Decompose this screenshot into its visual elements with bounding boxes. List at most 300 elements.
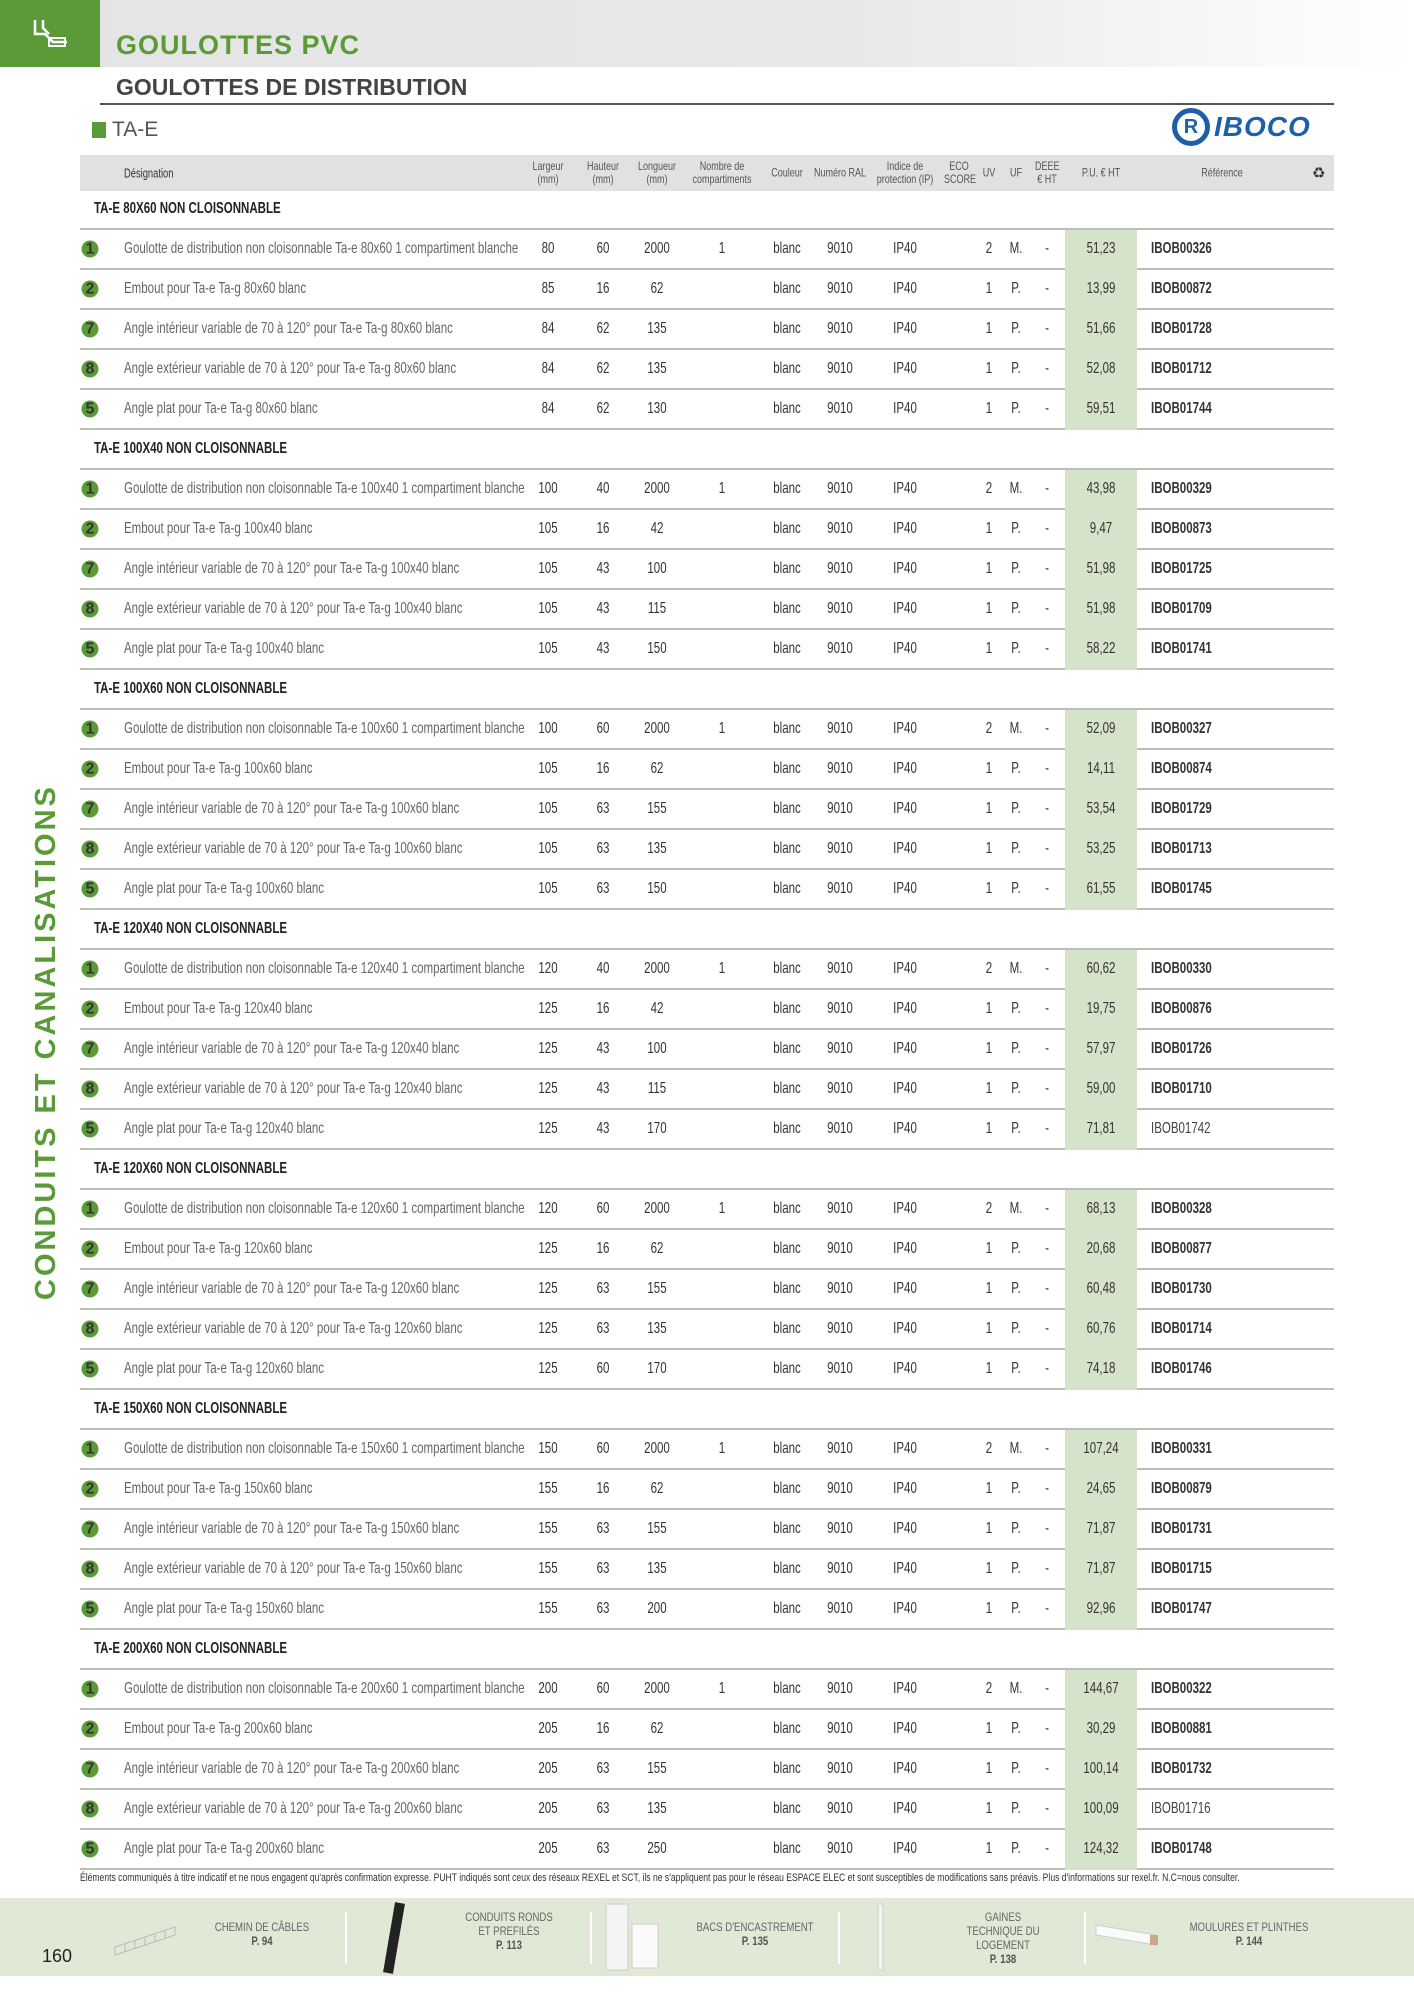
cell-uv: 1: [985, 840, 993, 857]
cell-uv: 2: [985, 1440, 993, 1457]
cell-deee: -: [1045, 640, 1049, 657]
cell-deee: -: [1045, 1280, 1049, 1297]
cell-uv: 1: [985, 1040, 993, 1057]
cell-reference[interactable]: IBOB00326: [1151, 240, 1212, 257]
cell-deee: -: [1045, 720, 1049, 737]
cell-reference[interactable]: IBOB00872: [1151, 280, 1212, 297]
cell-reference[interactable]: IBOB01748: [1151, 1840, 1212, 1857]
table-row: [80, 230, 1334, 270]
cell-uf: P.: [1011, 1320, 1021, 1337]
title-divider: [100, 103, 1334, 105]
cell-deee: -: [1045, 1560, 1049, 1577]
cell-reference[interactable]: IBOB01731: [1151, 1520, 1212, 1537]
cell-largeur: 84: [541, 400, 555, 417]
cell-uv: 1: [985, 1720, 993, 1737]
cell-hauteur: 63: [596, 840, 610, 857]
diagram-number-badge: 8: [82, 361, 99, 378]
cell-longueur: 135: [647, 1320, 667, 1337]
cell-pu: 53,54: [1086, 800, 1116, 817]
cell-uv: 1: [985, 1080, 993, 1097]
col-ip: Indice de protection (IP): [876, 159, 934, 186]
cell-reference[interactable]: IBOB01741: [1151, 640, 1212, 657]
cell-pu: 51,98: [1086, 600, 1116, 617]
table-row: [80, 790, 1334, 830]
designation: Angle plat pour Ta-e Ta-g 200x60 blanc: [124, 1840, 325, 1857]
designation: Angle extérieur variable de 70 à 120° pour Ta-e Ta-g 150x60 blanc: [124, 1560, 463, 1577]
cell-uf: P.: [1011, 800, 1021, 817]
cell-ip: IP40: [893, 760, 917, 777]
moulding-thumb-icon: [1094, 1898, 1164, 1976]
cell-pu: 58,22: [1086, 640, 1116, 657]
designation: Goulotte de distribution non cloisonnable Ta-e 80x60 1 compartiment blanche: [124, 240, 519, 257]
cell-pu: 68,13: [1086, 1200, 1116, 1217]
table-row: [80, 710, 1334, 750]
cell-ip: IP40: [893, 840, 917, 857]
cell-uv: 1: [985, 520, 993, 537]
cell-ral: 9010: [827, 1680, 853, 1697]
col-ral: Numéro RAL: [813, 165, 867, 180]
cell-longueur: 100: [647, 1040, 667, 1057]
designation: Angle intérieur variable de 70 à 120° pour Ta-e Ta-g 100x40 blanc: [124, 560, 460, 577]
cell-reference[interactable]: IBOB01732: [1151, 1760, 1212, 1777]
cell-reference[interactable]: IBOB00331: [1151, 1440, 1212, 1457]
table-header: [80, 155, 1334, 191]
cell-reference[interactable]: IBOB01713: [1151, 840, 1212, 857]
cell-uv: 1: [985, 1800, 993, 1817]
cell-pu: 60,62: [1086, 960, 1116, 977]
cell-uf: P.: [1011, 600, 1021, 617]
diagram-number-badge: 2: [82, 1481, 99, 1498]
cell-longueur: 100: [647, 560, 667, 577]
cell-couleur: blanc: [773, 1280, 801, 1297]
page-number: 160: [42, 1946, 73, 1966]
cell-couleur: blanc: [773, 800, 801, 817]
cell-ral: 9010: [827, 320, 853, 337]
cell-ip: IP40: [893, 360, 917, 377]
cell-largeur: 125: [538, 1240, 558, 1257]
cell-reference[interactable]: IBOB00881: [1151, 1720, 1212, 1737]
table-row: [80, 870, 1334, 910]
cell-couleur: blanc: [773, 1760, 801, 1777]
cell-longueur: 155: [647, 1760, 667, 1777]
cell-hauteur: 63: [596, 880, 610, 897]
cell-largeur: 85: [541, 280, 555, 297]
cell-deee: -: [1045, 760, 1049, 777]
designation: Goulotte de distribution non cloisonnable Ta-e 100x40 1 compartiment blanche: [124, 480, 525, 497]
diagram-number-badge: 8: [82, 1081, 99, 1098]
cell-largeur: 120: [538, 1200, 558, 1217]
cell-deee: -: [1045, 1760, 1049, 1777]
designation: Angle plat pour Ta-e Ta-g 120x40 blanc: [124, 1120, 325, 1137]
designation: Embout pour Ta-e Ta-g 120x40 blanc: [124, 1000, 313, 1017]
cell-uf: P.: [1011, 1480, 1021, 1497]
cell-reference[interactable]: IBOB00877: [1151, 1240, 1212, 1257]
cell-ip: IP40: [893, 640, 917, 657]
cell-reference[interactable]: IBOB01712: [1151, 360, 1212, 377]
diagram-number-badge: 5: [82, 1841, 99, 1858]
table-row: [80, 550, 1334, 590]
cell-pu: 92,96: [1086, 1600, 1116, 1617]
cell-longueur: 42: [650, 520, 664, 537]
cell-reference[interactable]: IBOB01716: [1151, 1800, 1211, 1817]
cell-couleur: blanc: [773, 720, 801, 737]
cell-longueur: 2000: [644, 480, 670, 497]
cell-reference[interactable]: IBOB00330: [1151, 960, 1212, 977]
cell-reference[interactable]: IBOB00327: [1151, 720, 1212, 737]
cell-reference[interactable]: IBOB01726: [1151, 1040, 1212, 1057]
cell-uf: P.: [1011, 880, 1021, 897]
cell-couleur: blanc: [773, 320, 801, 337]
cell-deee: -: [1045, 360, 1049, 377]
cell-uv: 1: [985, 640, 993, 657]
cell-couleur: blanc: [773, 1800, 801, 1817]
cell-pu: 53,25: [1086, 840, 1116, 857]
cell-largeur: 105: [538, 840, 558, 857]
cell-longueur: 115: [647, 600, 667, 617]
cell-pu: 100,14: [1083, 1760, 1119, 1777]
cell-largeur: 105: [538, 640, 558, 657]
section-title: TA-E 100X40 NON CLOISONNABLE: [94, 440, 288, 457]
diagram-number-badge: 1: [82, 721, 99, 738]
cell-deee: -: [1045, 1840, 1049, 1857]
designation: Embout pour Ta-e Ta-g 120x60 blanc: [124, 1240, 313, 1257]
table-row: [80, 590, 1334, 630]
cell-uv: 1: [985, 360, 993, 377]
cell-ral: 9010: [827, 1520, 853, 1537]
table-row: [80, 1110, 1334, 1150]
table-row: [80, 1430, 1334, 1470]
cell-reference[interactable]: IBOB00873: [1151, 520, 1212, 537]
designation: Goulotte de distribution non cloisonnable Ta-e 200x60 1 compartiment blanche: [124, 1680, 525, 1697]
designation: Angle extérieur variable de 70 à 120° pour Ta-e Ta-g 80x60 blanc: [124, 360, 457, 377]
cell-couleur: blanc: [773, 840, 801, 857]
footer-link-1[interactable]: CONDUITS RONDS ET PREFILÉS P. 113: [465, 1910, 553, 1952]
cell-reference[interactable]: IBOB00322: [1151, 1680, 1212, 1697]
cell-longueur: 135: [647, 840, 667, 857]
cell-uf: P.: [1011, 1080, 1021, 1097]
cell-reference[interactable]: IBOB01742: [1151, 1120, 1211, 1137]
cell-ip: IP40: [893, 1560, 917, 1577]
cell-reference[interactable]: IBOB01725: [1151, 560, 1212, 577]
footer-link-3[interactable]: GAINES TECHNIQUE DU LOGEMENT P. 138: [966, 1910, 1040, 1966]
table-row: [80, 1190, 1334, 1230]
cell-ip: IP40: [893, 560, 917, 577]
cell-uf: P.: [1011, 1560, 1021, 1577]
cell-reference[interactable]: IBOB01715: [1151, 1560, 1212, 1577]
cell-deee: -: [1045, 1720, 1049, 1737]
cell-deee: -: [1045, 240, 1049, 257]
cell-couleur: blanc: [773, 280, 801, 297]
cell-reference[interactable]: IBOB00874: [1151, 760, 1212, 777]
table-row: [80, 310, 1334, 350]
cell-hauteur: 43: [596, 600, 610, 617]
cell-longueur: 155: [647, 1280, 667, 1297]
table-row: [80, 1470, 1334, 1510]
designation: Angle extérieur variable de 70 à 120° pour Ta-e Ta-g 120x60 blanc: [124, 1320, 463, 1337]
cell-deee: -: [1045, 1480, 1049, 1497]
cell-reference[interactable]: IBOB01747: [1151, 1600, 1212, 1617]
cell-ip: IP40: [893, 1480, 917, 1497]
cell-nb: 1: [718, 1440, 726, 1457]
diagram-number-badge: 7: [82, 1521, 99, 1538]
cell-ip: IP40: [893, 880, 917, 897]
cell-nb: 1: [718, 480, 726, 497]
cell-ral: 9010: [827, 1360, 853, 1377]
diagram-number-badge: 1: [82, 481, 99, 498]
cell-uf: P.: [1011, 1840, 1021, 1857]
designation: Angle extérieur variable de 70 à 120° pour Ta-e Ta-g 100x40 blanc: [124, 600, 463, 617]
product-range-label: TA-E: [112, 118, 159, 141]
cell-hauteur: 63: [596, 1760, 610, 1777]
cell-couleur: blanc: [773, 1000, 801, 1017]
cell-pu: 61,55: [1086, 880, 1116, 897]
cell-largeur: 125: [538, 1040, 558, 1057]
cell-ral: 9010: [827, 1120, 853, 1137]
technical-sheath-thumb-icon: [876, 1898, 886, 1976]
cell-hauteur: 40: [596, 480, 610, 497]
cell-couleur: blanc: [773, 240, 801, 257]
cell-largeur: 155: [538, 1560, 558, 1577]
cell-couleur: blanc: [773, 1520, 801, 1537]
cell-pu: 57,97: [1086, 1040, 1116, 1057]
diagram-number-badge: 8: [82, 601, 99, 618]
diagram-number-badge: 2: [82, 1001, 99, 1018]
cell-hauteur: 63: [596, 1600, 610, 1617]
cell-uv: 1: [985, 1240, 993, 1257]
cable-thumb-icon: [370, 1898, 420, 1976]
cell-reference[interactable]: IBOB01714: [1151, 1320, 1212, 1337]
cell-largeur: 125: [538, 1280, 558, 1297]
cell-ral: 9010: [827, 1040, 853, 1057]
cell-uf: P.: [1011, 1280, 1021, 1297]
cell-couleur: blanc: [773, 960, 801, 977]
cell-reference[interactable]: IBOB01710: [1151, 1080, 1212, 1097]
designation: Angle extérieur variable de 70 à 120° pour Ta-e Ta-g 120x40 blanc: [124, 1080, 463, 1097]
green-square-icon: [92, 122, 106, 138]
cell-ip: IP40: [893, 1280, 917, 1297]
cell-couleur: blanc: [773, 520, 801, 537]
cell-ral: 9010: [827, 1760, 853, 1777]
diagram-number-badge: 1: [82, 1441, 99, 1458]
cell-ral: 9010: [827, 1600, 853, 1617]
cell-uf: P.: [1011, 1760, 1021, 1777]
cell-ip: IP40: [893, 800, 917, 817]
cell-ral: 9010: [827, 1840, 853, 1857]
cable-tray-thumb-icon: [110, 1898, 190, 1976]
cell-hauteur: 16: [596, 760, 610, 777]
cell-uv: 2: [985, 960, 993, 977]
cell-uf: M.: [1009, 480, 1023, 497]
cell-hauteur: 63: [596, 1520, 610, 1537]
cell-ral: 9010: [827, 760, 853, 777]
cell-reference[interactable]: IBOB01744: [1151, 400, 1212, 417]
diagram-number-badge: 8: [82, 1321, 99, 1338]
cell-reference[interactable]: IBOB00879: [1151, 1480, 1212, 1497]
table-row: [80, 830, 1334, 870]
cell-ral: 9010: [827, 1240, 853, 1257]
cell-largeur: 125: [538, 1120, 558, 1137]
cell-ip: IP40: [893, 240, 917, 257]
section-heading: [80, 190, 1334, 230]
cell-couleur: blanc: [773, 1840, 801, 1857]
cell-hauteur: 16: [596, 1240, 610, 1257]
cell-couleur: blanc: [773, 480, 801, 497]
cell-longueur: 62: [650, 1480, 664, 1497]
cell-ip: IP40: [893, 1240, 917, 1257]
cell-pu: 30,29: [1086, 1720, 1116, 1737]
cell-longueur: 2000: [644, 1680, 670, 1697]
cell-hauteur: 60: [596, 1360, 610, 1377]
diagram-number-badge: 2: [82, 1241, 99, 1258]
cell-uv: 2: [985, 720, 993, 737]
diagram-number-badge: 7: [82, 561, 99, 578]
cell-ral: 9010: [827, 880, 853, 897]
cell-pu: 19,75: [1086, 1000, 1116, 1017]
footer-link-0[interactable]: CHEMIN DE CÂBLES P. 94: [214, 1920, 310, 1948]
designation: Angle intérieur variable de 70 à 120° pour Ta-e Ta-g 150x60 blanc: [124, 1520, 460, 1537]
table-row: [80, 1070, 1334, 1110]
cell-pu: 14,11: [1087, 760, 1115, 777]
cell-longueur: 62: [650, 280, 664, 297]
cell-couleur: blanc: [773, 880, 801, 897]
cell-uv: 1: [985, 1320, 993, 1337]
diagram-number-badge: 7: [82, 1761, 99, 1778]
diagram-number-badge: 1: [82, 241, 99, 258]
cell-uv: 2: [985, 480, 993, 497]
cell-ral: 9010: [827, 1000, 853, 1017]
designation: Embout pour Ta-e Ta-g 150x60 blanc: [124, 1480, 313, 1497]
cell-couleur: blanc: [773, 760, 801, 777]
cell-uv: 1: [985, 1120, 993, 1137]
cell-pu: 20,68: [1086, 1240, 1116, 1257]
cell-pu: 71,87: [1086, 1520, 1116, 1537]
cell-longueur: 2000: [644, 960, 670, 977]
cell-ral: 9010: [827, 560, 853, 577]
cell-hauteur: 63: [596, 1840, 610, 1857]
cell-uv: 1: [985, 600, 993, 617]
cell-reference[interactable]: IBOB01729: [1151, 800, 1212, 817]
cell-uv: 1: [985, 400, 993, 417]
cell-hauteur: 43: [596, 1040, 610, 1057]
footer-link-2[interactable]: BACS D'ENCASTREMENT P. 135: [696, 1920, 814, 1948]
cell-largeur: 105: [538, 880, 558, 897]
cell-couleur: blanc: [773, 1080, 801, 1097]
cell-uf: P.: [1011, 1600, 1021, 1617]
cell-ip: IP40: [893, 1520, 917, 1537]
cell-pu: 71,81: [1086, 1120, 1116, 1137]
designation: Goulotte de distribution non cloisonnable Ta-e 100x60 1 compartiment blanche: [124, 720, 525, 737]
cell-longueur: 155: [647, 1520, 667, 1537]
cell-ip: IP40: [893, 1800, 917, 1817]
cell-hauteur: 60: [596, 1680, 610, 1697]
cell-ip: IP40: [893, 320, 917, 337]
cell-reference[interactable]: IBOB01745: [1151, 880, 1212, 897]
cell-reference[interactable]: IBOB01730: [1151, 1280, 1212, 1297]
cell-hauteur: 62: [596, 360, 610, 377]
cell-ip: IP40: [893, 280, 917, 297]
diagram-number-badge: 8: [82, 1561, 99, 1578]
section-title: TA-E 100X60 NON CLOISONNABLE: [94, 680, 288, 697]
cell-ral: 9010: [827, 400, 853, 417]
cell-largeur: 205: [538, 1840, 558, 1857]
cell-ip: IP40: [893, 1680, 917, 1697]
cell-uf: P.: [1011, 1000, 1021, 1017]
cell-ral: 9010: [827, 840, 853, 857]
cell-longueur: 42: [650, 1000, 664, 1017]
cell-hauteur: 16: [596, 1720, 610, 1737]
table-row: [80, 1710, 1334, 1750]
cell-pu: 59,51: [1086, 400, 1116, 417]
cell-hauteur: 63: [596, 1280, 610, 1297]
diagram-number-badge: 7: [82, 1281, 99, 1298]
cell-ral: 9010: [827, 720, 853, 737]
designation: Angle plat pour Ta-e Ta-g 150x60 blanc: [124, 1600, 325, 1617]
cell-nb: 1: [718, 720, 726, 737]
diagram-number-badge: 2: [82, 761, 99, 778]
diagram-number-badge: 1: [82, 961, 99, 978]
designation: Goulotte de distribution non cloisonnable Ta-e 120x40 1 compartiment blanche: [124, 960, 525, 977]
cell-uv: 1: [985, 1560, 993, 1577]
cell-reference[interactable]: IBOB00876: [1151, 1000, 1212, 1017]
cell-pu: 52,08: [1086, 360, 1116, 377]
cell-pu: 51,98: [1086, 560, 1116, 577]
cell-uf: P.: [1011, 520, 1021, 537]
cell-reference[interactable]: IBOB01728: [1151, 320, 1212, 337]
diagram-number-badge: 7: [82, 1041, 99, 1058]
cell-couleur: blanc: [773, 1360, 801, 1377]
cell-uv: 1: [985, 1360, 993, 1377]
diagram-number-badge: 8: [82, 1801, 99, 1818]
cell-reference[interactable]: IBOB00329: [1151, 480, 1212, 497]
footer-divider: [1084, 1912, 1086, 1964]
cell-ral: 9010: [827, 640, 853, 657]
cell-hauteur: 16: [596, 520, 610, 537]
cell-hauteur: 16: [596, 1480, 610, 1497]
footer-link-4[interactable]: MOULURES ET PLINTHES P. 144: [1189, 1920, 1309, 1948]
cell-deee: -: [1045, 600, 1049, 617]
cell-couleur: blanc: [773, 1240, 801, 1257]
cell-ral: 9010: [827, 1560, 853, 1577]
cell-hauteur: 60: [596, 720, 610, 737]
diagram-number-badge: 2: [82, 281, 99, 298]
col-uf: UF: [1010, 165, 1022, 180]
cell-reference[interactable]: IBOB01746: [1151, 1360, 1212, 1377]
cell-ip: IP40: [893, 1120, 917, 1137]
cell-reference[interactable]: IBOB00328: [1151, 1200, 1212, 1217]
cell-uv: 2: [985, 1680, 993, 1697]
cell-uf: P.: [1011, 320, 1021, 337]
cell-couleur: blanc: [773, 1040, 801, 1057]
cell-uv: 1: [985, 760, 993, 777]
designation: Angle plat pour Ta-e Ta-g 100x40 blanc: [124, 640, 325, 657]
cell-pu: 60,48: [1086, 1280, 1116, 1297]
table-row: [80, 1590, 1334, 1630]
cell-longueur: 170: [647, 1120, 667, 1137]
col-hauteur: Hauteur (mm): [586, 159, 620, 186]
cell-uv: 1: [985, 1480, 993, 1497]
cell-longueur: 130: [647, 400, 667, 417]
cell-reference[interactable]: IBOB01709: [1151, 600, 1212, 617]
cell-longueur: 150: [647, 880, 667, 897]
cell-largeur: 105: [538, 560, 558, 577]
designation: Angle intérieur variable de 70 à 120° pour Ta-e Ta-g 100x60 blanc: [124, 800, 460, 817]
cell-longueur: 62: [650, 1240, 664, 1257]
diagram-number-badge: 2: [82, 1721, 99, 1738]
col-largeur: Largeur (mm): [532, 159, 564, 186]
cell-uf: P.: [1011, 1040, 1021, 1057]
cell-longueur: 2000: [644, 1200, 670, 1217]
cell-deee: -: [1045, 1360, 1049, 1377]
